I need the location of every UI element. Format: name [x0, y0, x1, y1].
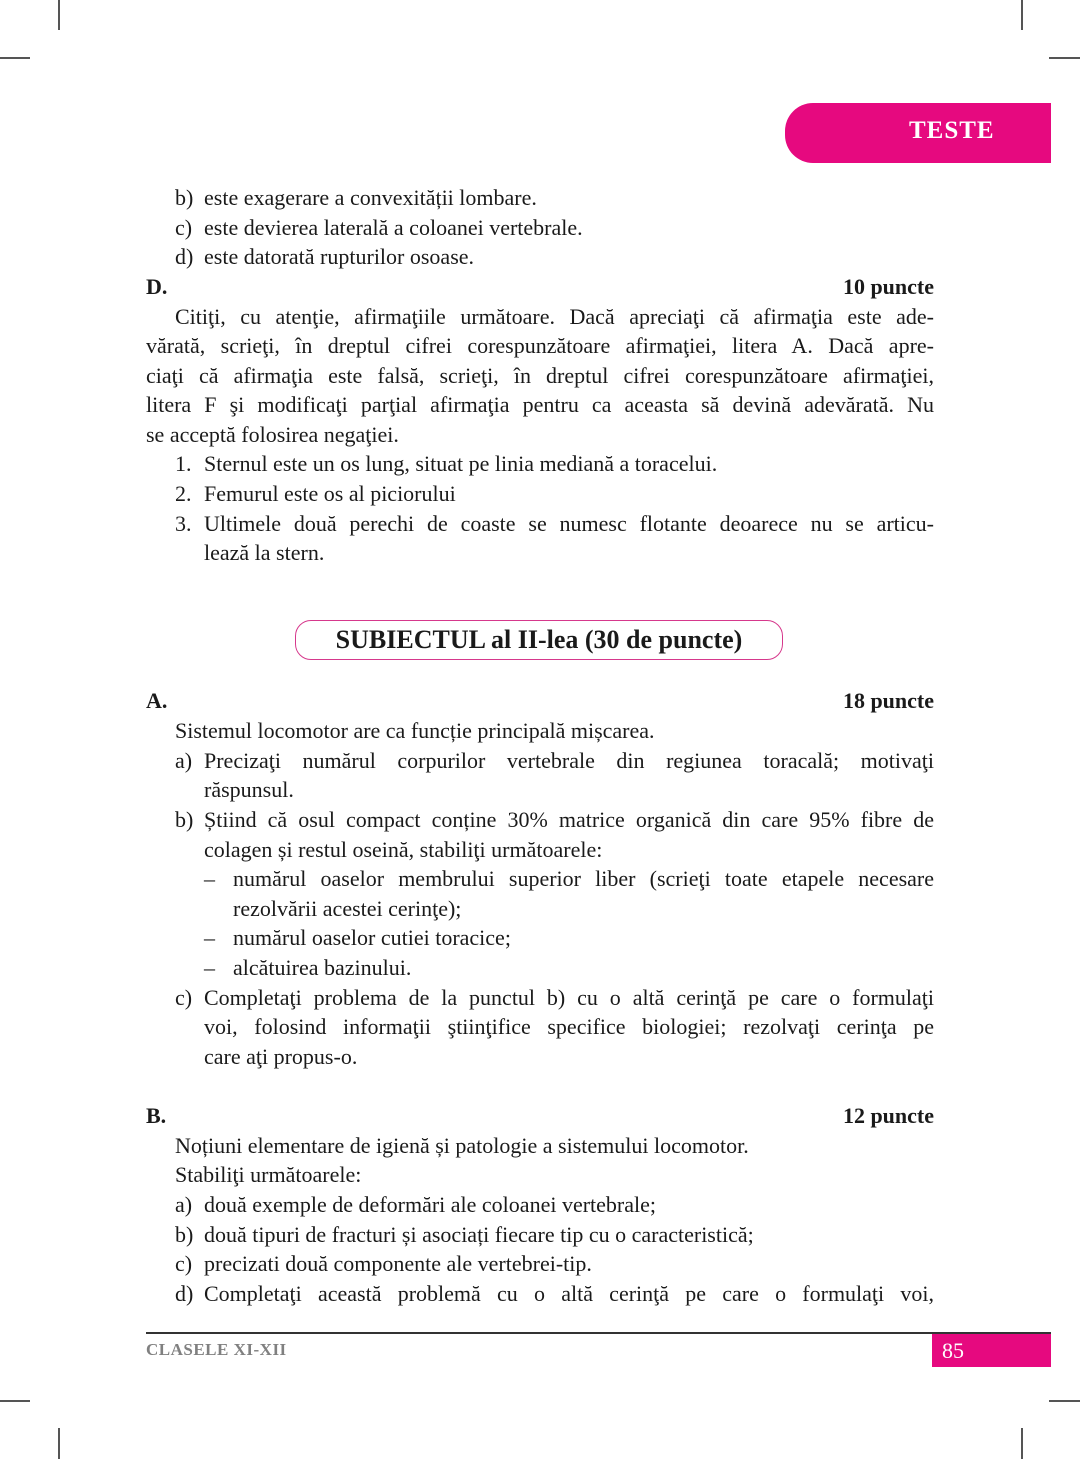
option-item: d) este datorată rupturilor osoase.	[175, 244, 475, 269]
statement-item: 2. Femurul este os al piciorului	[175, 481, 456, 506]
section-tab-header	[785, 103, 1051, 163]
crop-mark	[58, 0, 60, 30]
sub-item-continuation: rezolvării acestei cerinţe);	[233, 896, 462, 921]
sub-item: – numărul oaselor cutiei toracice;	[204, 925, 511, 950]
section-b-intro: Noțiuni elementare de igienă și patologie a sistemului locomotor.	[175, 1133, 749, 1158]
statement-item: 1. Sternul este un os lung, situat pe linia mediană a toracelui.	[175, 451, 718, 476]
question-item: a) Precizaţi numărul corpurilor vertebrale din regiunea toracală; motivaţi	[175, 748, 934, 773]
footer-grade-label: CLASELE XI-XII	[146, 1340, 287, 1359]
crop-mark	[58, 1428, 60, 1459]
instruction-line: Citiţi, cu atenţie, afirmaţiile următoare. Dacă apreciaţi că afirmaţia este ade-	[175, 304, 934, 329]
crop-mark	[0, 57, 30, 59]
crop-mark	[0, 1400, 30, 1402]
crop-mark	[1049, 57, 1080, 59]
section-b-points: 12 puncte	[842, 1103, 934, 1128]
option-item: c) este devierea laterală a coloanei vertebrale.	[175, 215, 583, 240]
instruction-line: se acceptă folosirea negaţiei.	[146, 422, 399, 447]
instruction-line: ciaţi că afirmaţia este falsă, scrieţi, în dreptul cifrei corespunzătoare afirmaţiei,	[146, 363, 934, 388]
page-number: 85	[932, 1334, 1051, 1367]
subject-title: SUBIECTUL al II-lea (30 de puncte)	[295, 620, 783, 660]
option-item: b) este exagerare a convexității lombare.	[175, 185, 537, 210]
instruction-line: litera F şi modificaţi parţial afirmaţia pentru ca aceasta să devină adevărată. Nu	[146, 392, 934, 417]
question-continuation: voi, folosind informaţii ştiinţifice specifice biologiei; rezolvaţi cerinţa pe	[204, 1014, 934, 1039]
question-item: c) Completaţi problema de la punctul b) cu o altă cerinţă pe care o formulaţi	[175, 985, 934, 1010]
section-b-intro2: Stabiliţi următoarele:	[175, 1162, 362, 1187]
crop-mark	[1021, 1428, 1023, 1459]
section-d-points: 10 puncte	[842, 274, 934, 299]
sub-item: – numărul oaselor membrului superior liber (scrieţi toate etapele necesare	[204, 866, 934, 891]
statement-continuation: lează la stern.	[204, 540, 325, 565]
section-tab-label: TESTE	[909, 117, 995, 144]
section-a-points: 18 puncte	[842, 688, 934, 713]
question-item: b) Știind că osul compact conține 30% matrice organică din care 95% fibre de	[175, 807, 934, 832]
section-b-letter: B.	[146, 1103, 167, 1128]
crop-mark	[1021, 0, 1023, 30]
sub-item: – alcătuirea bazinului.	[204, 955, 412, 980]
question-item: b) două tipuri de fracturi și asociați fiecare tip cu o caracteristică;	[175, 1222, 754, 1247]
footer-divider	[146, 1332, 1051, 1334]
question-continuation: colagen și restul oseină, stabiliţi următoarele:	[204, 837, 603, 862]
question-item: a) două exemple de deformări ale coloanei vertebrale;	[175, 1192, 656, 1217]
section-d-letter: D.	[146, 274, 168, 299]
statement-item: 3. Ultimele două perechi de coaste se numesc flotante deoarece nu se articu-	[175, 511, 934, 536]
question-item: d) Completaţi această problemă cu o altă cerinţă pe care o formulaţi voi,	[175, 1281, 934, 1306]
section-a-intro: Sistemul locomotor are ca funcție principală mișcarea.	[175, 718, 655, 743]
instruction-line: vărată, scrieţi, în dreptul cifrei corespunzătoare afirmaţiei, litera A. Dacă apre-	[146, 333, 934, 358]
question-continuation: răspunsul.	[204, 777, 294, 802]
question-item: c) precizati două componente ale vertebrei-tip.	[175, 1251, 592, 1276]
section-a-letter: A.	[146, 688, 168, 713]
question-continuation: care aţi propus-o.	[204, 1044, 358, 1069]
crop-mark	[1049, 1400, 1080, 1402]
